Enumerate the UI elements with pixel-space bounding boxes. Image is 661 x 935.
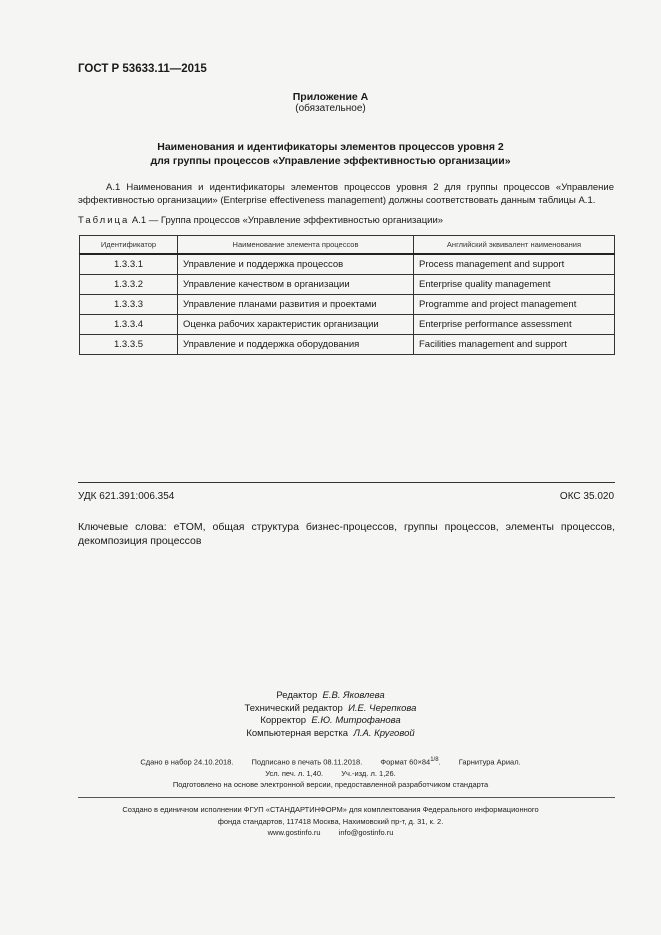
keywords: Ключевые слова: eTOM, общая структура бизнес-процессов, группы процессов, элементы процессов, декомпозиция процессов [78, 521, 615, 547]
print-info [0, 755, 661, 790]
cell-identifier: 1.3.3.3 [80, 295, 178, 315]
credit-person: Л.А. Круговой [353, 727, 415, 739]
header-name: Наименование элемента процессов [178, 236, 414, 255]
publisher-divider [78, 797, 615, 798]
cell-identifier: 1.3.3.4 [80, 315, 178, 335]
cell-name: Управление планами развития и проектами [178, 295, 414, 315]
footer-divider [78, 482, 615, 483]
credit-label: Редактор [276, 690, 318, 701]
print-sent: Сдано в набор 24.10.2018. [140, 757, 234, 767]
publisher-email-link[interactable]: info@gostinfo.ru [338, 828, 394, 837]
cell-name: Оценка рабочих характеристик организации [178, 315, 414, 335]
credit-tech-editor [0, 703, 661, 716]
section-title [0, 140, 661, 168]
annex-title: Приложение А [292, 91, 369, 103]
table-caption [78, 215, 443, 226]
credit-editor [0, 690, 661, 703]
table-row [80, 275, 615, 295]
credits-block [0, 690, 661, 740]
cell-english: Process management and support [414, 254, 615, 275]
credit-label: Корректор [260, 715, 307, 726]
cell-name: Управление и поддержка процессов [178, 254, 414, 275]
publisher-site-link[interactable]: www.gostinfo.ru [267, 828, 321, 837]
cell-name: Управление и поддержка оборудования [178, 335, 414, 355]
cell-english: Facilities management and support [414, 335, 615, 355]
print-signed: Подписано в печать 08.11.2018. [251, 757, 363, 767]
credit-person: И.Е. Черепкова [348, 702, 417, 714]
cell-identifier: 1.3.3.1 [80, 254, 178, 275]
header-english: Английский эквивалент наименования [414, 236, 615, 255]
table-row [80, 315, 615, 335]
print-format: Формат 60×84 [380, 757, 431, 767]
credit-person: Е.В. Яковлева [322, 690, 385, 701]
publisher-info [0, 804, 661, 839]
section-title-line2: для группы процессов «Управление эффективностью организации» [150, 155, 511, 167]
credit-label: Технический редактор [244, 702, 343, 714]
table-caption-prefix: Таблица [78, 215, 130, 226]
table-header-row [80, 236, 615, 255]
header-identifier: Идентификатор [80, 236, 178, 255]
publisher-line1: Создано в единичном исполнении ФГУП «СТАНДАРТИНФОРМ» для комплектования Федерального информационного [122, 805, 539, 814]
print-line2 [0, 768, 661, 779]
table-row [80, 254, 615, 275]
credit-person: Е.Ю. Митрофанова [311, 715, 401, 726]
cell-english: Programme and project management [414, 295, 615, 315]
print-sheets: Усл. печ. л. 1,40. [265, 768, 324, 778]
section-title-line1: Наименования и идентификаторы элементов процессов уровня 2 [157, 141, 504, 153]
print-edsheets: Уч.-изд. л. 1,26. [341, 768, 396, 778]
credit-layout [0, 728, 661, 741]
print-line1: Сдано в набор 24.10.2018. Подписано в печать 08.11.2018. Формат $60\times 84^{1/8}$. Гарнитура Ариал. [140, 757, 521, 767]
credit-corrector [0, 715, 661, 728]
publisher-line2: фонда стандартов, 117418 Москва, Нахимовский пр-т, д. 31, к. 2. [217, 816, 444, 826]
table-row [80, 295, 615, 315]
print-typeface: Гарнитура Ариал. [458, 757, 521, 767]
table-row [80, 335, 615, 355]
cell-identifier: 1.3.3.5 [80, 335, 178, 355]
udk-code: УДК 621.391:006.354 [78, 491, 175, 502]
intro-paragraph: А.1 Наименования и идентификаторы элементов процессов уровня 2 для группы процессов «Управление эффективностью организации» (Enterprise effectiveness management) должны соответствовать данным таблицы А.1. [78, 182, 614, 206]
cell-english: Enterprise quality management [414, 275, 615, 295]
publisher-contacts [0, 827, 661, 839]
print-format-fraction: 1/8 [430, 757, 439, 763]
document-header: ГОСТ Р 53633.11—2015 [78, 63, 207, 75]
annex-status: (обязательное) [295, 103, 366, 114]
process-table [79, 235, 615, 355]
print-prepared: Подготовлено на основе электронной версии, предоставленной разработчиком стандарта [172, 779, 489, 789]
table-caption-text: А.1 — Группа процессов «Управление эффективностью организации» [131, 215, 444, 226]
cell-english: Enterprise performance assessment [414, 315, 615, 335]
cell-identifier: 1.3.3.2 [80, 275, 178, 295]
cell-name: Управление качеством в организации [178, 275, 414, 295]
oks-code: ОКС 35.020 [559, 491, 614, 502]
credit-label: Компьютерная верстка [246, 727, 349, 739]
